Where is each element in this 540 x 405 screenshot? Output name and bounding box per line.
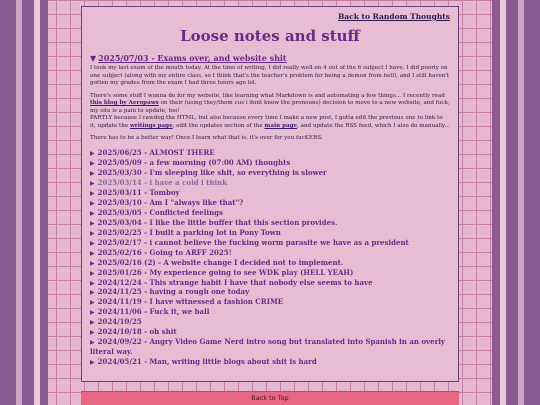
triangle-right-icon: ▶ [90,149,95,157]
triangle-right-icon: ▶ [90,269,95,277]
triangle-down-icon: ▼ [90,53,97,63]
list-item[interactable] [90,258,450,268]
writings-page-link[interactable]: writings page [129,122,173,129]
triangle-right-icon: ▶ [90,209,95,217]
triangle-right-icon: ▶ [90,358,95,366]
triangle-right-icon: ▶ [90,199,95,207]
list-item[interactable] [90,248,450,258]
entry-title: 2024/10/25 [97,317,142,327]
list-item[interactable] [90,268,450,278]
triangle-right-icon: ▶ [90,249,95,257]
triangle-right-icon: ▶ [90,279,95,287]
entry-title: 2025/02/25 - I built a parking lot in Pony Town [97,227,281,237]
entry-paragraph-1: I took my last exam of the mouth today. At the time of writing, I did really well on 4 out of the 6 subject I have, I did poorly on one subject (along with my entire class, so I think that's the teacher's problem for being a demon from hell), and I still haven't gotten my grades from the exam I had three hours ago lol. [90,65,450,87]
entry-text: on their (using they/them cus i dont know the pronouns) decision to move to a new website, and fuck, my site is a pain to update, too! [90,100,450,114]
triangle-right-icon: ▶ [90,159,95,167]
list-item[interactable] [90,158,450,168]
list-item[interactable] [90,198,450,208]
triangle-right-icon: ▶ [90,219,95,227]
list-item[interactable] [90,168,450,178]
entry-title: 2024/11/06 - Fuck it, we ball [97,307,210,317]
entry-paragraph-4: There has to be a better way! Once I learn what that is, it's over for you fucKERS. [90,135,323,142]
page-title: Loose notes and stuff [180,27,360,45]
back-to-random-thoughts-link[interactable]: Back to Random Thoughts [337,12,450,21]
open-entry [90,53,450,143]
list-item[interactable] [90,297,450,307]
triangle-right-icon: ▶ [90,229,95,237]
list-item[interactable] [90,278,450,288]
entry-title: 2025/03/11 - Tomboy [97,187,180,197]
main-panel [81,6,459,382]
entry-title: 2024/10/18 - oh shit [97,327,177,337]
left-decorative-stripes [0,0,80,405]
right-decorative-stripes [460,0,540,405]
aeropaws-blog-link[interactable]: this blog by Aeropaws [90,100,159,107]
entry-text: PARTLY because I rawdog the HTML, but also because every time I make a new post, I gotta edit the previous one to link to it, update the [90,115,443,129]
entry-title: 2025/03/10 - Am I "always like that"? [97,197,244,207]
entry-title: 2024/09/22 - Angry Video Game Nerd intro song but translated into Spanish in an overly literal way. [90,337,445,357]
triangle-right-icon: ▶ [90,169,95,177]
entry-title: 2025/02/17 - i cannot believe the fucking worm parasite we have as a president [97,237,409,247]
list-item[interactable] [90,238,450,248]
list-item[interactable] [90,337,450,356]
entry-title: 2025/01/26 - My experience going to see WDK play (HELL YEAH) [97,267,354,277]
list-item[interactable] [90,307,450,317]
entry-title: 2024/12/24 - This strange habit I have that nobody else seems to have [97,277,373,287]
triangle-right-icon: ▶ [90,179,95,187]
back-to-top-button[interactable]: Back to Top [81,391,459,405]
list-item[interactable] [90,317,450,327]
entry-title: 2025/03/04 - I like the little buffer that this section provides. [97,217,338,227]
entry-title: 2025/03/05 - Conflicted feelings [97,207,224,217]
triangle-right-icon: ▶ [90,319,95,327]
entry-title: 2025/02/16 (2) - A website change I decided not to implement. [97,257,344,267]
triangle-right-icon: ▶ [90,259,95,267]
list-item[interactable] [90,218,450,228]
list-item[interactable] [90,208,450,218]
main-page-link[interactable]: main page [264,122,298,129]
entry-text: , edit the updates section of the [172,122,265,129]
triangle-right-icon: ▶ [90,299,95,307]
list-item[interactable] [90,327,450,337]
triangle-right-icon: ▶ [90,339,95,347]
list-item[interactable] [90,178,450,188]
triangle-right-icon: ▶ [90,289,95,297]
entry-title: 2024/11/19 - I have witnessed a fashion CRIME [97,297,284,307]
list-item[interactable] [90,228,450,238]
list-item[interactable] [90,148,450,158]
list-item[interactable] [90,357,450,367]
entry-title: 2025/03/30 - I'm sleeping like shit, so everything is slower [97,167,327,177]
list-item[interactable] [90,188,450,198]
entry-title: 2025/06/25 - ALMOST THERE [97,147,215,157]
triangle-right-icon: ▶ [90,239,95,247]
entry-paragraph-2 [90,93,450,131]
open-entry-summary[interactable] [90,53,450,63]
triangle-right-icon: ▶ [90,189,95,197]
entry-title: 2025/05/09 - a few morning (07:00 AM) thoughts [97,157,291,167]
entry-text: , and update the RSS feed, which I also do manually... [297,122,450,129]
triangle-right-icon: ▶ [90,329,95,337]
entry-text: There's some stuff I wanna do for my website, like learning what Markdown is and automating a few things... I recently read [90,92,445,99]
entry-title: 2025/02/16 - Going to ARFF 2025! [97,247,232,257]
entry-title: 2025/03/14 - i have a cold i think [97,177,228,187]
open-entry-title: 2025/07/03 - Exams over, and website shit [98,53,287,63]
entry-title: 2024/11/25 - having a rough one today [97,287,250,297]
list-item[interactable] [90,287,450,297]
entry-title: 2024/05/21 - Man, writing little blogs about shit is hard [97,356,317,366]
entries-list [90,148,450,367]
triangle-right-icon: ▶ [90,309,95,317]
